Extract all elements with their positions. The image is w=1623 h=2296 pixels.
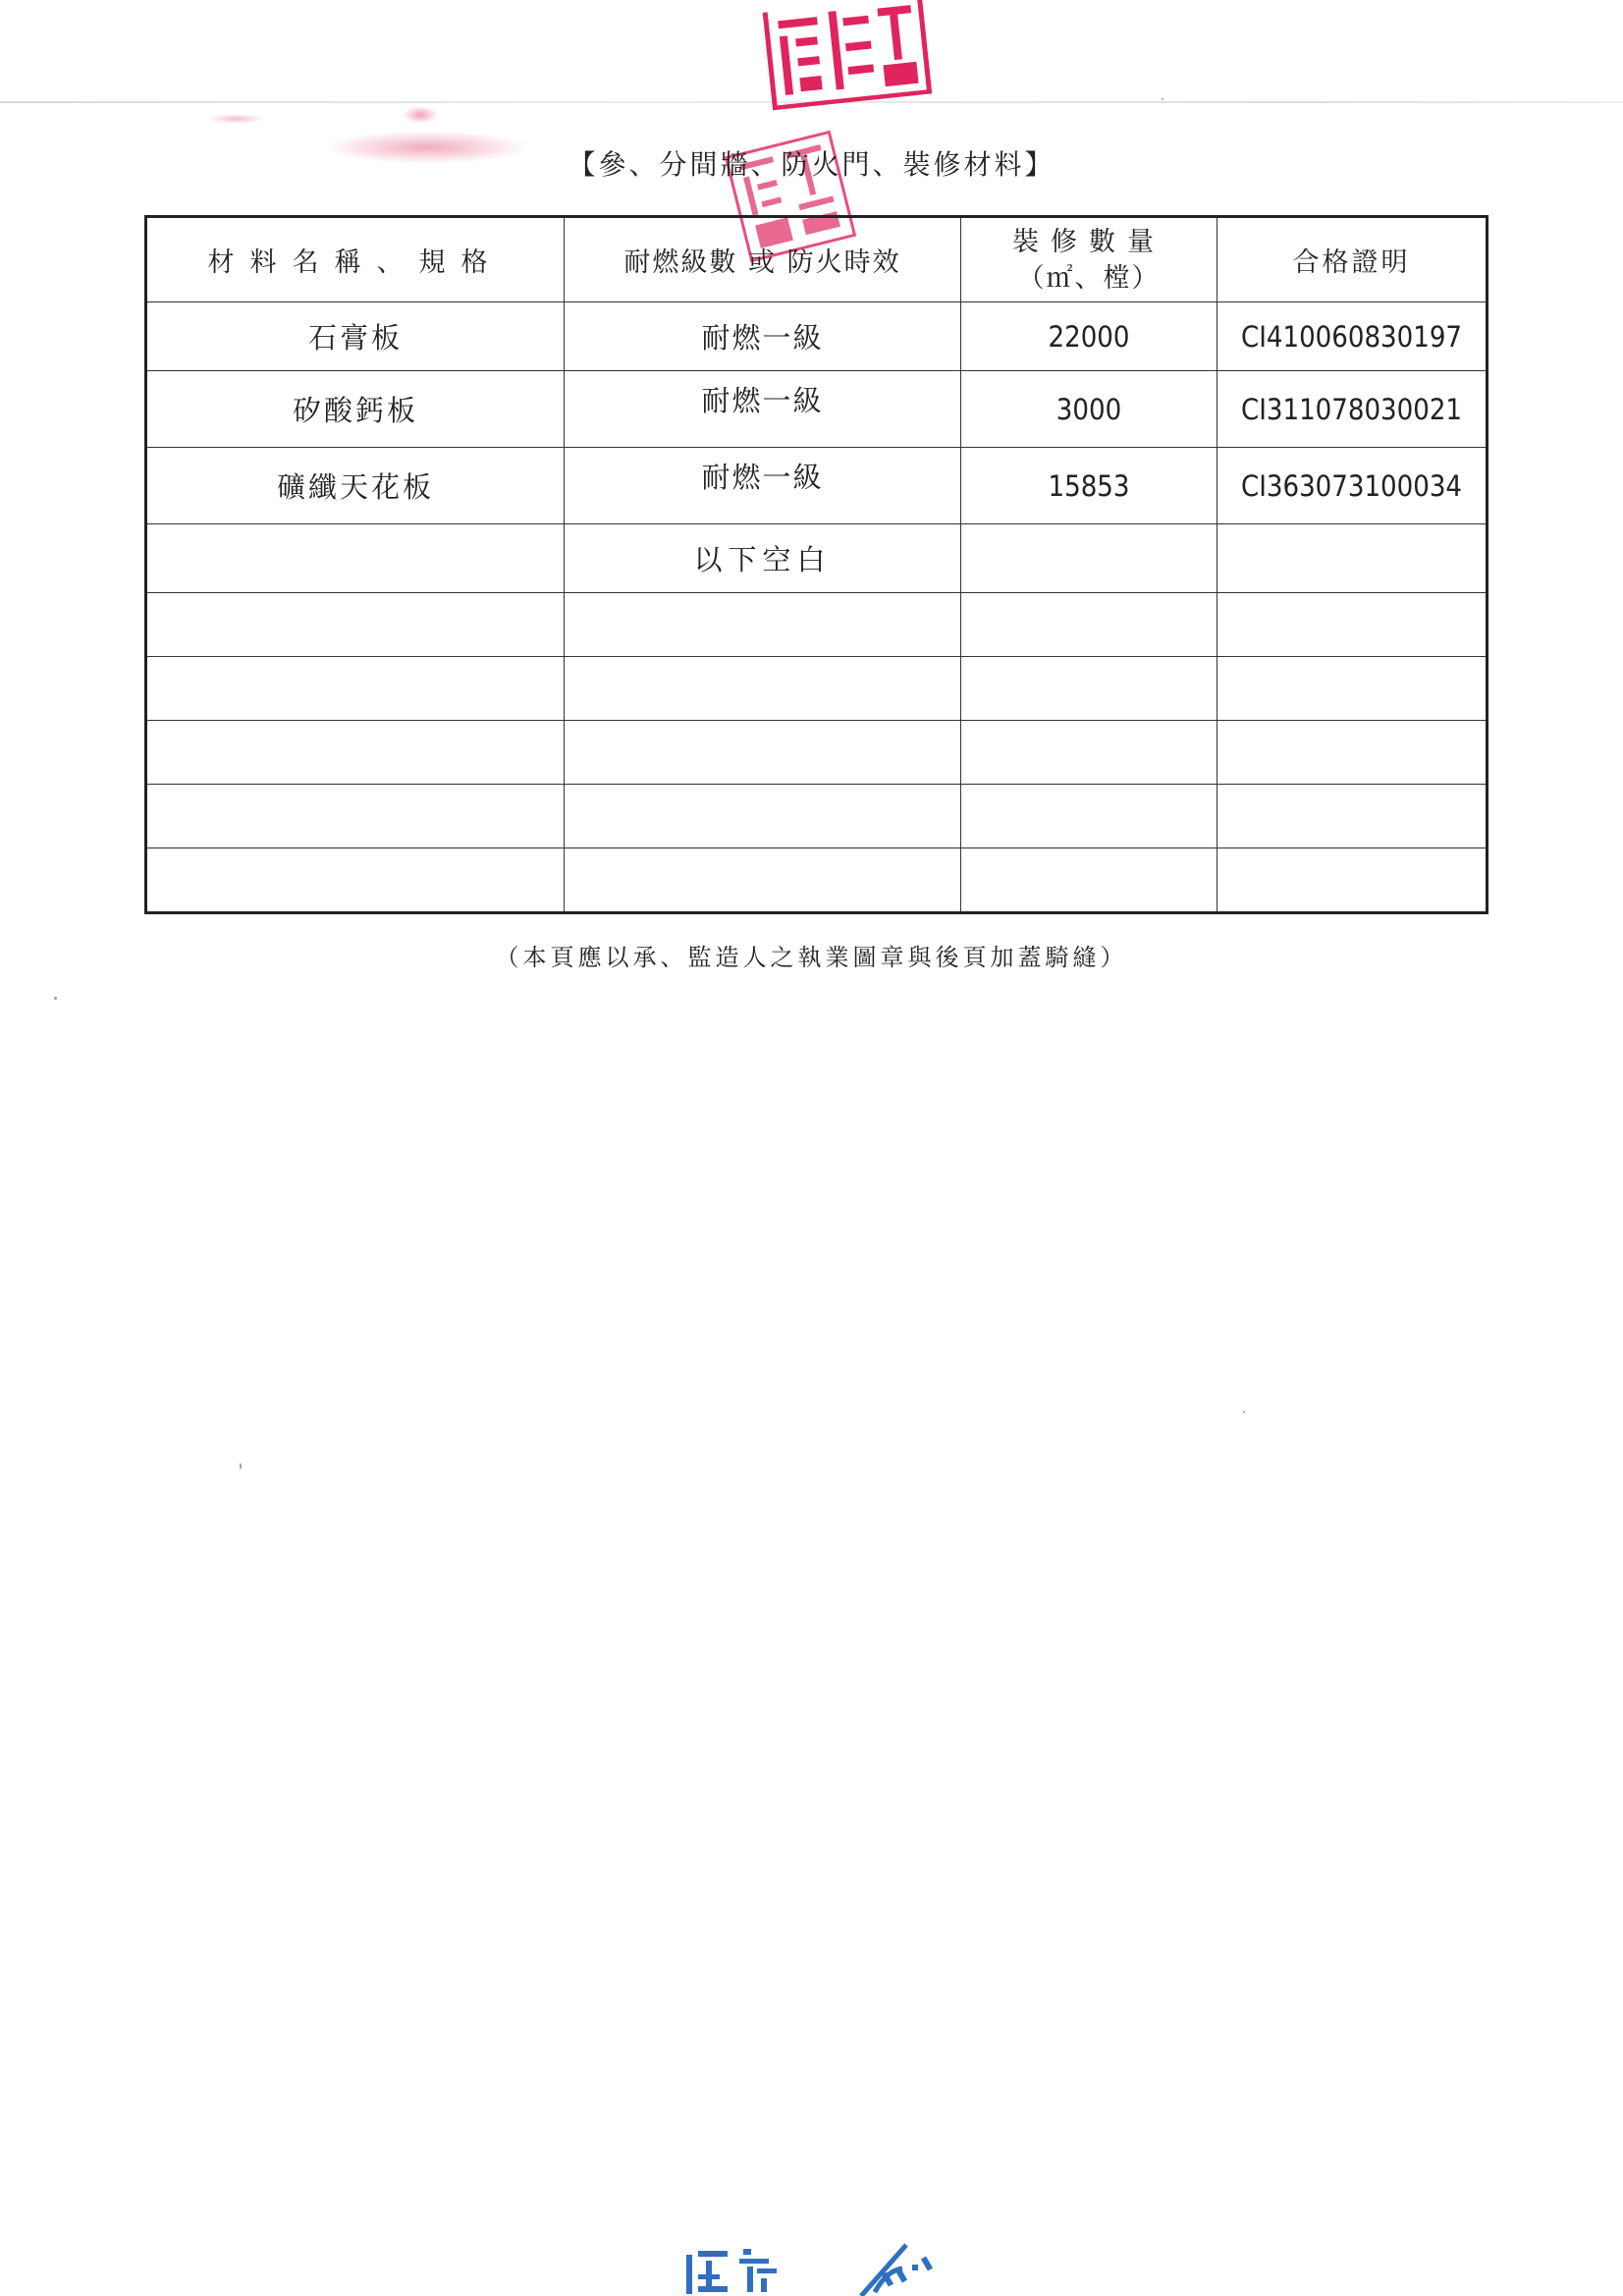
page-footnote: （本頁應以承、監造人之執業圖章與後頁加蓋騎縫） [495,944,1128,971]
scan-speck [54,997,57,1000]
table-row-empty [146,721,1488,785]
table-row [146,302,1488,371]
ink-bleed-mark [403,106,438,124]
cell-fire-rating: 耐燃一級 [565,302,961,371]
cell-fire-rating: 以下空白 [565,524,961,593]
cell-quantity: 3000 [961,371,1217,448]
table-row-empty [146,657,1488,721]
cell-material-name: 矽酸鈣板 [146,371,565,448]
header-fire-rating: 耐燃級數 或 防火時效 [565,217,961,302]
cell-quantity [961,524,1217,593]
document-title: 【參、分間牆、防火門、裝修材料】 [568,148,1055,181]
scan-speck [1162,98,1163,100]
header-quantity-unit: （㎡、樘） [1017,262,1161,294]
blue-seal-stamp-icon [684,2241,969,2296]
header-quantity [961,217,1217,302]
cell-material-name: 礦纖天花板 [146,448,565,524]
scan-speck [240,1463,242,1469]
cell-material-name [146,524,565,593]
cell-quantity: 15853 [961,448,1217,524]
table-header-row [146,217,1488,302]
table-row-empty [146,785,1488,848]
cell-certificate: CI410060830197 [1217,302,1488,371]
header-material-name: 材料名稱、規格 [146,217,565,302]
cell-certificate [1217,524,1488,593]
table-row [146,524,1488,593]
cell-fire-rating: 耐燃一級 [565,448,961,524]
cell-certificate: CI363073100034 [1217,448,1488,524]
cell-quantity: 22000 [961,302,1217,371]
red-seal-stamp-icon [757,0,939,111]
cell-certificate: CI311078030021 [1217,371,1488,448]
header-certificate: 合格證明 [1217,217,1488,302]
table-row [146,448,1488,524]
materials-table [144,215,1488,914]
cell-fire-rating: 耐燃一級 [565,371,961,448]
table-row-empty [146,593,1488,657]
ink-bleed-mark [206,114,265,124]
scan-speck [1243,1411,1245,1413]
table-row-empty [146,848,1488,913]
table-row [146,371,1488,448]
cell-material-name: 石膏板 [146,302,565,371]
header-quantity-label: 裝修數量 [1012,226,1165,257]
